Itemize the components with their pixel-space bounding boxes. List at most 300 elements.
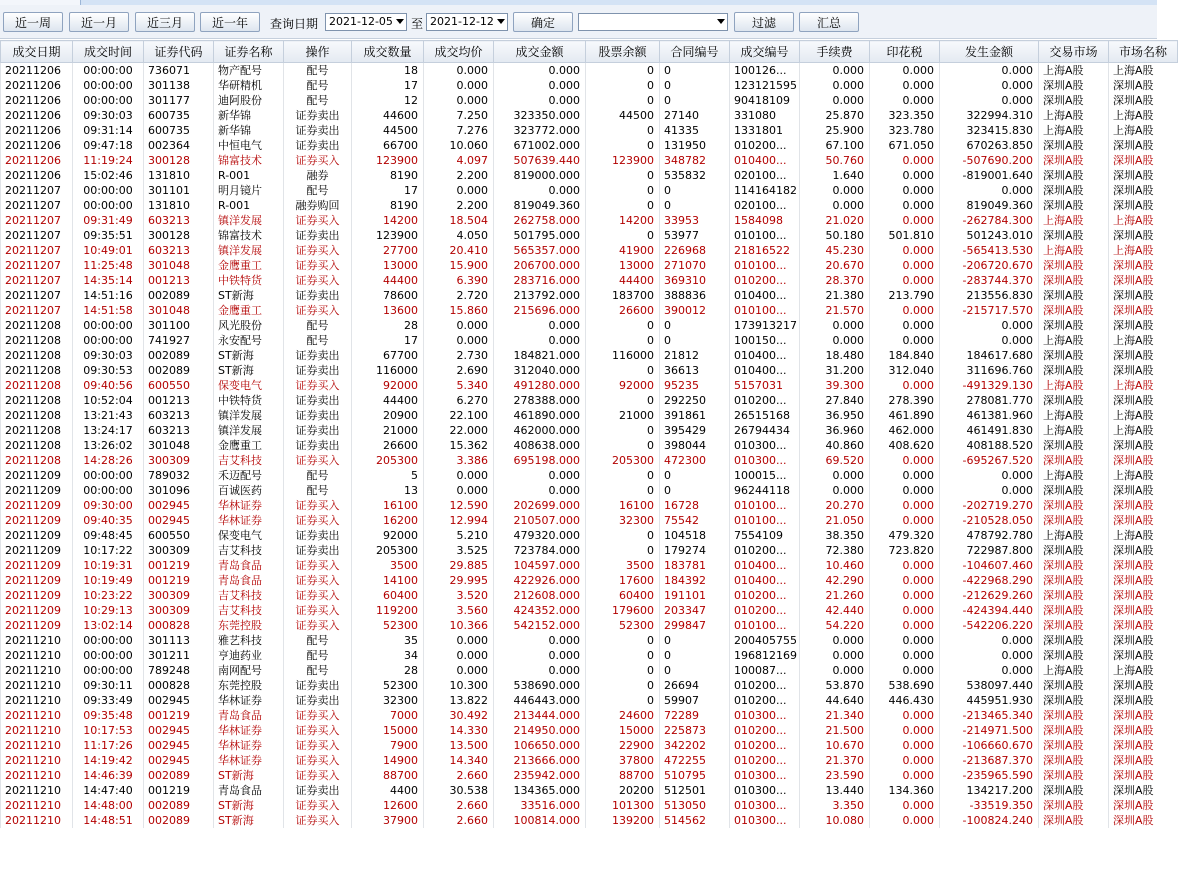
table-cell: 0 bbox=[586, 333, 660, 348]
table-cell: 010100... bbox=[730, 513, 800, 528]
table-cell: 408188.520 bbox=[940, 438, 1039, 453]
table-row[interactable] bbox=[1, 258, 1178, 273]
table-cell: 15.362 bbox=[424, 438, 494, 453]
table-row[interactable] bbox=[1, 243, 1178, 258]
table-cell: 配号 bbox=[284, 633, 352, 648]
table-cell: 600735 bbox=[144, 108, 214, 123]
table-cell: 010300... bbox=[730, 438, 800, 453]
table-row[interactable] bbox=[1, 573, 1178, 588]
table-cell: 20211210 bbox=[1, 708, 73, 723]
table-cell: ST新海 bbox=[214, 768, 284, 783]
table-cell: 0.000 bbox=[800, 633, 870, 648]
table-cell: 证券卖出 bbox=[284, 408, 352, 423]
table-cell: 10.300 bbox=[424, 678, 494, 693]
table-cell: 0.000 bbox=[870, 708, 940, 723]
table-cell: 深圳A股 bbox=[1109, 318, 1178, 333]
table-cell: -695267.520 bbox=[940, 453, 1039, 468]
table-cell: 09:48:45 bbox=[73, 528, 144, 543]
table-cell: 深圳A股 bbox=[1109, 618, 1178, 633]
table-cell: 010300... bbox=[730, 768, 800, 783]
table-row[interactable] bbox=[1, 813, 1178, 828]
table-cell: 09:35:48 bbox=[73, 708, 144, 723]
table-cell: 00:00:00 bbox=[73, 663, 144, 678]
table-cell: 0.000 bbox=[424, 78, 494, 93]
table-cell: 123900 bbox=[586, 153, 660, 168]
table-cell: 20211208 bbox=[1, 393, 73, 408]
table-cell: -215717.570 bbox=[940, 303, 1039, 318]
table-cell: 741927 bbox=[144, 333, 214, 348]
table-cell: 513050 bbox=[660, 798, 730, 813]
table-cell: 21.020 bbox=[800, 213, 870, 228]
table-cell: 20.270 bbox=[800, 498, 870, 513]
table-cell: 深圳A股 bbox=[1109, 513, 1178, 528]
table-cell: ST新海 bbox=[214, 288, 284, 303]
table-cell: 上海A股 bbox=[1039, 333, 1109, 348]
table-row[interactable] bbox=[1, 783, 1178, 798]
table-cell: 2.730 bbox=[424, 348, 494, 363]
table-row[interactable] bbox=[1, 768, 1178, 783]
column-header[interactable]: 成交数量 bbox=[352, 41, 424, 63]
table-cell: 10:17:22 bbox=[73, 543, 144, 558]
table-cell: 上海A股 bbox=[1039, 123, 1109, 138]
table-row[interactable] bbox=[1, 633, 1178, 648]
table-cell: 0.000 bbox=[870, 633, 940, 648]
table-row[interactable] bbox=[1, 678, 1178, 693]
table-cell: 0 bbox=[660, 468, 730, 483]
table-cell: 深圳A股 bbox=[1039, 753, 1109, 768]
column-header[interactable]: 印花税 bbox=[870, 41, 940, 63]
table-cell: 26515168 bbox=[730, 408, 800, 423]
table-row[interactable] bbox=[1, 468, 1178, 483]
table-cell: 461381.960 bbox=[940, 408, 1039, 423]
table-cell: 深圳A股 bbox=[1039, 393, 1109, 408]
table-cell: 深圳A股 bbox=[1109, 78, 1178, 93]
table-cell: 证券卖出 bbox=[284, 108, 352, 123]
column-header[interactable]: 合同编号 bbox=[660, 41, 730, 63]
table-cell: 398044 bbox=[660, 438, 730, 453]
table-row[interactable] bbox=[1, 93, 1178, 108]
table-cell: 50.180 bbox=[800, 228, 870, 243]
table-cell: 92000 bbox=[352, 378, 424, 393]
table-cell: 501243.010 bbox=[940, 228, 1039, 243]
table-cell: 35 bbox=[352, 633, 424, 648]
table-cell: 15.900 bbox=[424, 258, 494, 273]
table-cell: 金鹰重工 bbox=[214, 258, 284, 273]
table-cell: 235942.000 bbox=[494, 768, 586, 783]
table-cell: 369310 bbox=[660, 273, 730, 288]
table-cell: 0.000 bbox=[870, 303, 940, 318]
table-cell: 002364 bbox=[144, 138, 214, 153]
table-cell: 819049.360 bbox=[494, 198, 586, 213]
table-cell: 22.000 bbox=[424, 423, 494, 438]
last-year-button[interactable]: 近一年 bbox=[200, 12, 260, 32]
table-cell: -214971.500 bbox=[940, 723, 1039, 738]
table-cell: 3.386 bbox=[424, 453, 494, 468]
table-cell: 0.000 bbox=[800, 93, 870, 108]
table-cell: 0.000 bbox=[870, 198, 940, 213]
table-row[interactable] bbox=[1, 423, 1178, 438]
table-cell: 27700 bbox=[352, 243, 424, 258]
table-cell: 131810 bbox=[144, 198, 214, 213]
table-cell: 14:19:42 bbox=[73, 753, 144, 768]
table-cell: -507690.200 bbox=[940, 153, 1039, 168]
column-header[interactable]: 成交日期 bbox=[1, 41, 73, 63]
table-cell: 0 bbox=[586, 633, 660, 648]
table-cell: 23.590 bbox=[800, 768, 870, 783]
table-cell: 20211207 bbox=[1, 243, 73, 258]
chevron-down-icon[interactable] bbox=[717, 19, 725, 24]
table-cell: 196812169 bbox=[730, 648, 800, 663]
table-cell: 37900 bbox=[352, 813, 424, 828]
column-header[interactable]: 证券代码 bbox=[144, 41, 214, 63]
table-cell: 深圳A股 bbox=[1109, 678, 1178, 693]
column-header[interactable]: 成交编号 bbox=[730, 41, 800, 63]
table-cell: 中铁特货 bbox=[214, 273, 284, 288]
table-cell: 723.820 bbox=[870, 543, 940, 558]
table-cell: 0.000 bbox=[940, 648, 1039, 663]
table-cell: 0 bbox=[586, 663, 660, 678]
table-cell: 7000 bbox=[352, 708, 424, 723]
table-cell: 29.885 bbox=[424, 558, 494, 573]
table-row[interactable] bbox=[1, 708, 1178, 723]
column-header[interactable]: 操作 bbox=[284, 41, 352, 63]
filter-button[interactable]: 过滤 bbox=[734, 12, 794, 32]
last-3months-button[interactable]: 近三月 bbox=[135, 12, 195, 32]
last-week-button[interactable]: 近一周 bbox=[3, 12, 63, 32]
table-cell: 600735 bbox=[144, 123, 214, 138]
column-header[interactable]: 交易市场 bbox=[1039, 41, 1109, 63]
table-row[interactable] bbox=[1, 528, 1178, 543]
table-row[interactable] bbox=[1, 348, 1178, 363]
table-cell: 010200... bbox=[730, 678, 800, 693]
table-cell: 上海A股 bbox=[1109, 378, 1178, 393]
table-cell: -106660.670 bbox=[940, 738, 1039, 753]
table-row[interactable] bbox=[1, 483, 1178, 498]
table-cell: 395429 bbox=[660, 423, 730, 438]
trade-table bbox=[0, 40, 1178, 828]
table-cell: 603213 bbox=[144, 213, 214, 228]
table-cell: 299847 bbox=[660, 618, 730, 633]
table-cell: 202699.000 bbox=[494, 498, 586, 513]
table-cell: 吉艾科技 bbox=[214, 453, 284, 468]
table-row[interactable] bbox=[1, 333, 1178, 348]
table-cell: 2.660 bbox=[424, 813, 494, 828]
table-cell: 09:31:49 bbox=[73, 213, 144, 228]
table-cell: 38.350 bbox=[800, 528, 870, 543]
table-cell: 青岛食品 bbox=[214, 558, 284, 573]
table-cell: 20.670 bbox=[800, 258, 870, 273]
table-row[interactable] bbox=[1, 438, 1178, 453]
table-row[interactable] bbox=[1, 603, 1178, 618]
table-cell: 20211209 bbox=[1, 618, 73, 633]
table-cell: 0.000 bbox=[940, 78, 1039, 93]
table-cell: 59907 bbox=[660, 693, 730, 708]
table-cell: 0 bbox=[586, 423, 660, 438]
table-cell: 保变电气 bbox=[214, 528, 284, 543]
table-cell: 538.690 bbox=[870, 678, 940, 693]
table-cell: 20211207 bbox=[1, 303, 73, 318]
table-cell: 0.000 bbox=[870, 648, 940, 663]
table-cell: 538097.440 bbox=[940, 678, 1039, 693]
table-cell: 10.060 bbox=[424, 138, 494, 153]
table-cell: 20211209 bbox=[1, 513, 73, 528]
table-cell: 331080 bbox=[730, 108, 800, 123]
table-row[interactable] bbox=[1, 183, 1178, 198]
table-cell: 14:35:14 bbox=[73, 273, 144, 288]
table-cell: 证券卖出 bbox=[284, 423, 352, 438]
table-cell: 60400 bbox=[352, 588, 424, 603]
table-cell: 292250 bbox=[660, 393, 730, 408]
table-cell: 09:40:35 bbox=[73, 513, 144, 528]
table-cell: 0.000 bbox=[870, 798, 940, 813]
table-cell: ST新海 bbox=[214, 798, 284, 813]
table-cell: 603213 bbox=[144, 243, 214, 258]
table-row[interactable] bbox=[1, 693, 1178, 708]
table-cell: 0.000 bbox=[870, 813, 940, 828]
table-cell: 300309 bbox=[144, 588, 214, 603]
table-cell: 10.670 bbox=[800, 738, 870, 753]
table-cell: 保变电气 bbox=[214, 378, 284, 393]
table-cell: 29.995 bbox=[424, 573, 494, 588]
start-date-value: 2021-12-05 bbox=[329, 15, 393, 28]
table-cell: 20211206 bbox=[1, 78, 73, 93]
table-cell: 09:40:56 bbox=[73, 378, 144, 393]
table-cell: 0.000 bbox=[424, 318, 494, 333]
column-header[interactable]: 成交均价 bbox=[424, 41, 494, 63]
table-row[interactable] bbox=[1, 108, 1178, 123]
chevron-down-icon[interactable] bbox=[396, 19, 404, 24]
table-row[interactable] bbox=[1, 303, 1178, 318]
table-cell: 36.950 bbox=[800, 408, 870, 423]
table-cell: 7.276 bbox=[424, 123, 494, 138]
filter-select[interactable] bbox=[578, 13, 728, 31]
table-cell: 010400... bbox=[730, 573, 800, 588]
table-row[interactable] bbox=[1, 153, 1178, 168]
table-cell: -202719.270 bbox=[940, 498, 1039, 513]
table-cell: 风光股份 bbox=[214, 318, 284, 333]
column-header[interactable]: 发生金额 bbox=[940, 41, 1039, 63]
table-cell: 20211210 bbox=[1, 693, 73, 708]
table-cell: 深圳A股 bbox=[1039, 363, 1109, 378]
table-cell: 0 bbox=[586, 168, 660, 183]
table-row[interactable] bbox=[1, 513, 1178, 528]
table-row[interactable] bbox=[1, 498, 1178, 513]
table-row[interactable] bbox=[1, 618, 1178, 633]
start-date-picker[interactable] bbox=[325, 13, 407, 31]
table-cell: 证券买入 bbox=[284, 213, 352, 228]
table-row[interactable] bbox=[1, 198, 1178, 213]
table-cell: 上海A股 bbox=[1109, 213, 1178, 228]
table-cell: 20211206 bbox=[1, 153, 73, 168]
table-cell: 0 bbox=[586, 438, 660, 453]
table-cell: 0 bbox=[586, 648, 660, 663]
table-cell: 证券卖出 bbox=[284, 228, 352, 243]
table-row[interactable] bbox=[1, 558, 1178, 573]
table-cell: 010200... bbox=[730, 693, 800, 708]
table-row[interactable] bbox=[1, 408, 1178, 423]
table-cell: 深圳A股 bbox=[1109, 183, 1178, 198]
table-cell: 184.840 bbox=[870, 348, 940, 363]
table-cell: 00:00:00 bbox=[73, 183, 144, 198]
chevron-down-icon[interactable] bbox=[497, 19, 505, 24]
table-cell: 0.000 bbox=[494, 318, 586, 333]
last-month-button[interactable]: 近一月 bbox=[69, 12, 129, 32]
table-cell: 20211210 bbox=[1, 633, 73, 648]
table-cell: 证券买入 bbox=[284, 513, 352, 528]
table-cell: 53977 bbox=[660, 228, 730, 243]
table-cell: 52300 bbox=[352, 678, 424, 693]
table-cell: 14900 bbox=[352, 753, 424, 768]
table-cell: 0.000 bbox=[424, 333, 494, 348]
table-cell: 670263.850 bbox=[940, 138, 1039, 153]
table-row[interactable] bbox=[1, 753, 1178, 768]
table-row[interactable] bbox=[1, 78, 1178, 93]
table-cell: 深圳A股 bbox=[1109, 798, 1178, 813]
table-cell: 21812 bbox=[660, 348, 730, 363]
table-cell: 323772.000 bbox=[494, 123, 586, 138]
table-cell: 20211208 bbox=[1, 438, 73, 453]
table-cell: 6.270 bbox=[424, 393, 494, 408]
table-cell: 深圳A股 bbox=[1039, 348, 1109, 363]
table-cell: 0.000 bbox=[870, 273, 940, 288]
table-cell: 50.760 bbox=[800, 153, 870, 168]
table-cell: 512501 bbox=[660, 783, 730, 798]
table-cell: 0.000 bbox=[870, 483, 940, 498]
table-cell: 75542 bbox=[660, 513, 730, 528]
table-cell: 24600 bbox=[586, 708, 660, 723]
table-cell: 21000 bbox=[586, 408, 660, 423]
end-date-value: 2021-12-12 bbox=[430, 15, 494, 28]
table-cell: 21.340 bbox=[800, 708, 870, 723]
table-row[interactable] bbox=[1, 168, 1178, 183]
table-cell: 深圳A股 bbox=[1109, 153, 1178, 168]
end-date-picker[interactable] bbox=[426, 13, 508, 31]
table-cell: 20211206 bbox=[1, 168, 73, 183]
table-cell: 锦富技术 bbox=[214, 228, 284, 243]
table-cell: 上海A股 bbox=[1109, 528, 1178, 543]
table-cell: 14:51:16 bbox=[73, 288, 144, 303]
table-cell: 20211207 bbox=[1, 273, 73, 288]
table-cell: 0.000 bbox=[424, 663, 494, 678]
table-cell: 0.000 bbox=[870, 78, 940, 93]
table-cell: 镇洋发展 bbox=[214, 213, 284, 228]
column-header[interactable]: 证券名称 bbox=[214, 41, 284, 63]
table-row[interactable] bbox=[1, 738, 1178, 753]
table-row[interactable] bbox=[1, 123, 1178, 138]
table-cell: 323350.000 bbox=[494, 108, 586, 123]
table-cell: 67.100 bbox=[800, 138, 870, 153]
table-cell: 1331801 bbox=[730, 123, 800, 138]
table-cell: 789032 bbox=[144, 468, 214, 483]
table-cell: 323415.830 bbox=[940, 123, 1039, 138]
confirm-button[interactable]: 确定 bbox=[513, 12, 573, 32]
table-row[interactable] bbox=[1, 228, 1178, 243]
table-cell: 695198.000 bbox=[494, 453, 586, 468]
table-cell: 20211209 bbox=[1, 588, 73, 603]
table-cell: 002945 bbox=[144, 753, 214, 768]
table-cell: 上海A股 bbox=[1109, 108, 1178, 123]
table-row[interactable] bbox=[1, 138, 1178, 153]
column-header[interactable]: 股票余额 bbox=[586, 41, 660, 63]
table-cell: 010200... bbox=[730, 603, 800, 618]
summary-button[interactable]: 汇总 bbox=[799, 12, 859, 32]
table-cell: 119200 bbox=[352, 603, 424, 618]
table-cell: 深圳A股 bbox=[1109, 558, 1178, 573]
table-row[interactable] bbox=[1, 288, 1178, 303]
table-row[interactable] bbox=[1, 663, 1178, 678]
table-cell: 603213 bbox=[144, 408, 214, 423]
column-header[interactable]: 市场名称 bbox=[1109, 41, 1178, 63]
table-cell: 0.000 bbox=[494, 63, 586, 79]
table-row[interactable] bbox=[1, 453, 1178, 468]
table-cell: 278388.000 bbox=[494, 393, 586, 408]
table-cell: 上海A股 bbox=[1039, 468, 1109, 483]
table-cell: 深圳A股 bbox=[1039, 318, 1109, 333]
table-cell: 0.000 bbox=[870, 513, 940, 528]
table-row[interactable] bbox=[1, 213, 1178, 228]
table-cell: 134365.000 bbox=[494, 783, 586, 798]
table-cell: 28.370 bbox=[800, 273, 870, 288]
table-row[interactable] bbox=[1, 318, 1178, 333]
table-row[interactable] bbox=[1, 723, 1178, 738]
table-row[interactable] bbox=[1, 543, 1178, 558]
table-cell: 34 bbox=[352, 648, 424, 663]
table-cell: 0.000 bbox=[870, 618, 940, 633]
table-row[interactable] bbox=[1, 378, 1178, 393]
table-cell: 13.500 bbox=[424, 738, 494, 753]
table-cell: 深圳A股 bbox=[1039, 558, 1109, 573]
table-cell: 华研精机 bbox=[214, 78, 284, 93]
table-cell: 深圳A股 bbox=[1109, 813, 1178, 828]
table-cell: 镇洋发展 bbox=[214, 423, 284, 438]
column-header[interactable]: 手续费 bbox=[800, 41, 870, 63]
table-cell: 461890.000 bbox=[494, 408, 586, 423]
table-cell: 00:00:00 bbox=[73, 648, 144, 663]
table-cell: 0 bbox=[586, 63, 660, 79]
table-row[interactable] bbox=[1, 63, 1178, 79]
column-header[interactable]: 成交金额 bbox=[494, 41, 586, 63]
table-row[interactable] bbox=[1, 648, 1178, 663]
table-cell: 配号 bbox=[284, 63, 352, 79]
table-cell: 26600 bbox=[586, 303, 660, 318]
table-cell: 478792.780 bbox=[940, 528, 1039, 543]
table-row[interactable] bbox=[1, 588, 1178, 603]
table-cell: 42.440 bbox=[800, 603, 870, 618]
table-cell: 311696.760 bbox=[940, 363, 1039, 378]
table-cell: 4.097 bbox=[424, 153, 494, 168]
table-row[interactable] bbox=[1, 393, 1178, 408]
table-cell: 青岛食品 bbox=[214, 708, 284, 723]
table-cell: 600550 bbox=[144, 378, 214, 393]
table-cell: 33516.000 bbox=[494, 798, 586, 813]
table-cell: 13000 bbox=[586, 258, 660, 273]
table-cell: 116000 bbox=[586, 348, 660, 363]
table-cell: 证券卖出 bbox=[284, 363, 352, 378]
table-cell: 301100 bbox=[144, 318, 214, 333]
table-cell: 深圳A股 bbox=[1109, 783, 1178, 798]
table-cell: 0 bbox=[660, 483, 730, 498]
table-row[interactable] bbox=[1, 798, 1178, 813]
table-cell: -819001.640 bbox=[940, 168, 1039, 183]
table-cell: 深圳A股 bbox=[1039, 198, 1109, 213]
table-row[interactable] bbox=[1, 273, 1178, 288]
column-header[interactable]: 成交时间 bbox=[73, 41, 144, 63]
table-cell: 41900 bbox=[586, 243, 660, 258]
table-cell: 001219 bbox=[144, 708, 214, 723]
table-cell: 20200 bbox=[586, 783, 660, 798]
table-row[interactable] bbox=[1, 363, 1178, 378]
table-cell: 深圳A股 bbox=[1109, 288, 1178, 303]
